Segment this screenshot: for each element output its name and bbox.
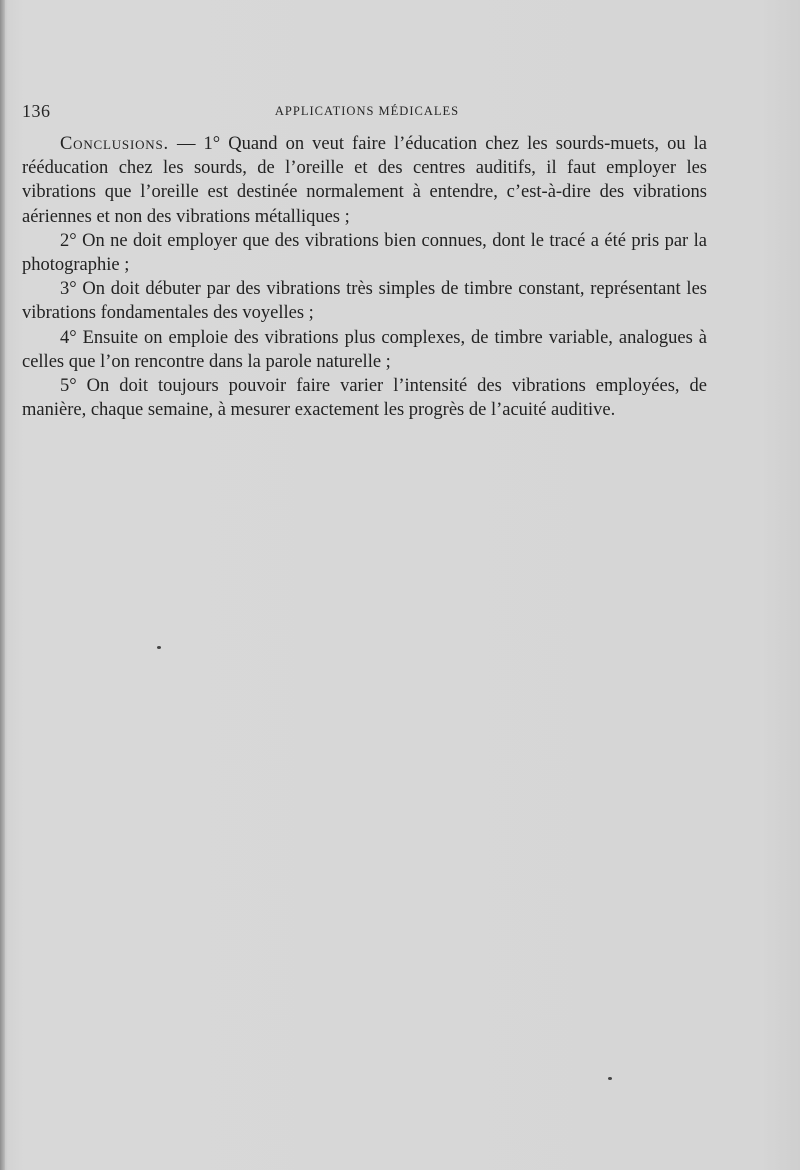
conclusions-section — [22, 132, 707, 422]
paragraph-3: 3° On doit débuter par des vibrations très simples de timbre constant, représentant les vibrations fondamentales des voyelles ; — [22, 279, 707, 324]
ink-speck — [157, 646, 161, 649]
page-number: 136 — [22, 101, 51, 121]
running-title: APPLICATIONS MÉDICALES — [274, 104, 460, 118]
paragraph-2: 2° On ne doit employer que des vibrations bien connues, dont le tracé a été pris par la photographie ; — [22, 230, 707, 276]
paragraph-1-text: — 1° Quand on veut faire l’éducation chez les sourds-muets, ou la rééducation chez les sourds, de l’oreille et des centres auditifs, il faut employer les vibrations que l’oreille est destinée normalement à entendre, c’est-à-dire des vibrations aériennes et non des vibrations métalliques ; — [22, 134, 708, 227]
paragraph-1 — [22, 132, 707, 229]
paragraph-4: 4° Ensuite on emploie des vibrations plus complexes, de timbre variable, analogues à celles que l’on rencontre dans la parole naturelle ; — [22, 327, 707, 372]
conclusions-label: Conclusions. — [60, 134, 169, 154]
paragraph-5: 5° On doit toujours pouvoir faire varier l’intensité des vibrations employées, de manière, chaque semaine, à mesurer exactement les progrès de l’acuité auditive. — [22, 376, 707, 421]
binding-edge — [0, 0, 5, 1170]
ink-speck — [608, 1077, 612, 1080]
page-header — [22, 101, 712, 123]
